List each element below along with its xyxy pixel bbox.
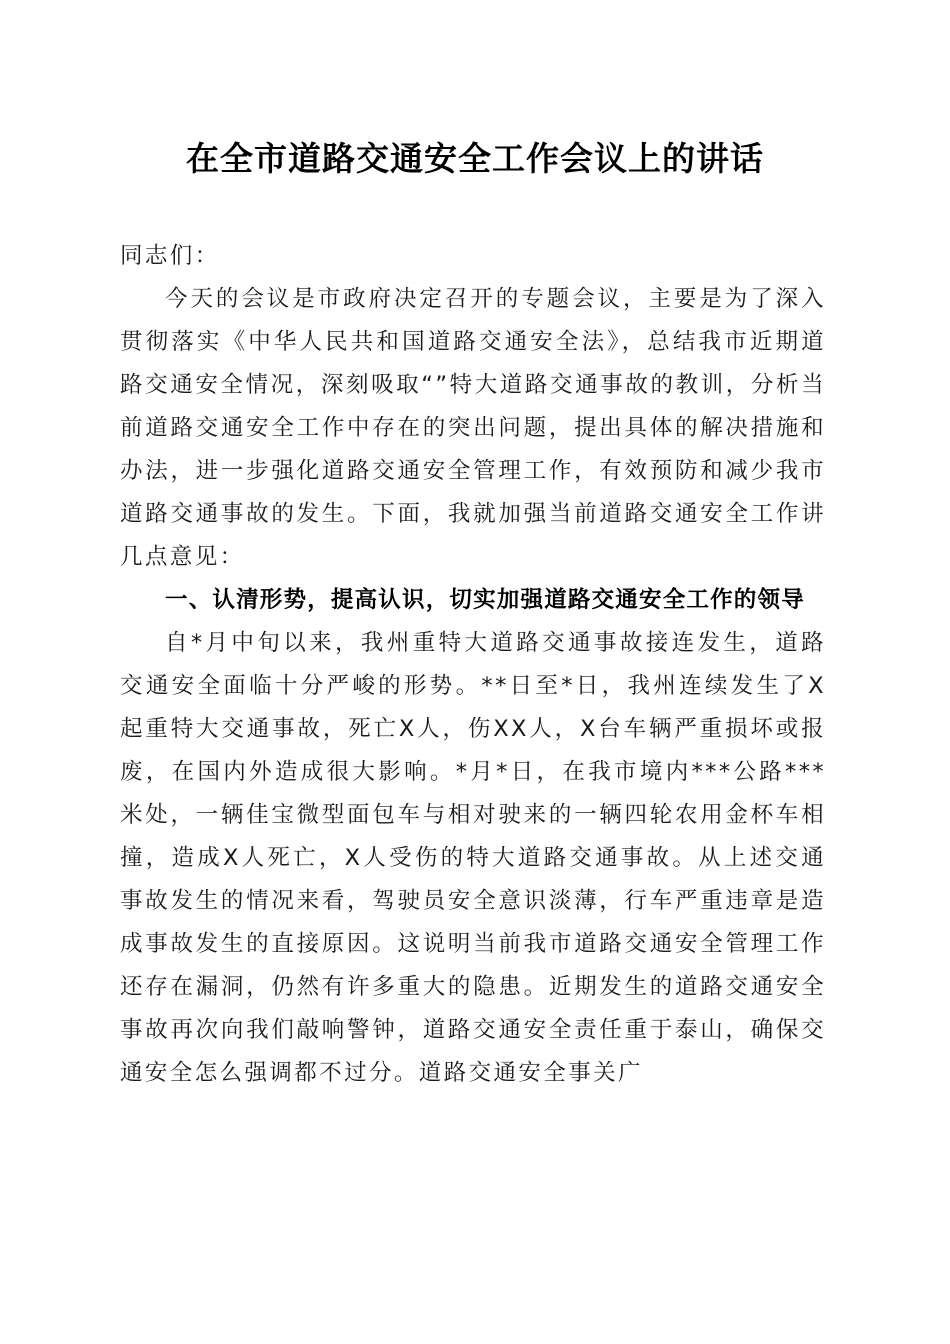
section-heading-1: 一、认清形势，提高认识，切实加强道路交通安全工作的领导 — [165, 587, 805, 613]
document-body — [120, 235, 826, 1095]
paragraph-intro: 今天的会议是市政府决定召开的专题会议，主要是为了深入贯彻落实《中华人民共和国道路交通安全法》，总结我市近期道路交通安全情况，深刻吸取“”特大道路交通事故的教训，分析当前道路交通安全工作中存在的突出问题，提出具体的解决措施和办法，进一步强化道路交通安全管理工作，有效预防和减少我市道路交通事故的发生。下面，我就加强当前道路交通安全工作讲几点意见： — [120, 286, 826, 570]
salutation: 同志们： — [120, 243, 220, 269]
document-title: 在全市道路交通安全工作会议上的讲话 — [186, 139, 764, 178]
paragraph-situation: 自*月中旬以来，我州重特大道路交通事故接连发生，道路交通安全面临十分严峻的形势。**日至*日，我州连续发生了X起重特大交通事故，死亡X人，伤XX人，X台车辆严重损坏或报废，在国内外造成很大影响。*月*日，在我市境内***公路***米处，一辆佳宝微型面包车与相对驶来的一辆四轮农用金杯车相撞，造成X人死亡，X人受伤的特大道路交通事故。从上述交通事故发生的情况来看，驾驶员安全意识淡薄，行车严重违章是造成事故发生的直接原因。这说明当前我市道路交通安全管理工作还存在漏洞，仍然有许多重大的隐患。近期发生的道路交通安全事故再次向我们敲响警钟，道路交通安全责任重于泰山，确保交通安全怎么强调都不过分。道路交通安全事关广 — [120, 630, 826, 1086]
